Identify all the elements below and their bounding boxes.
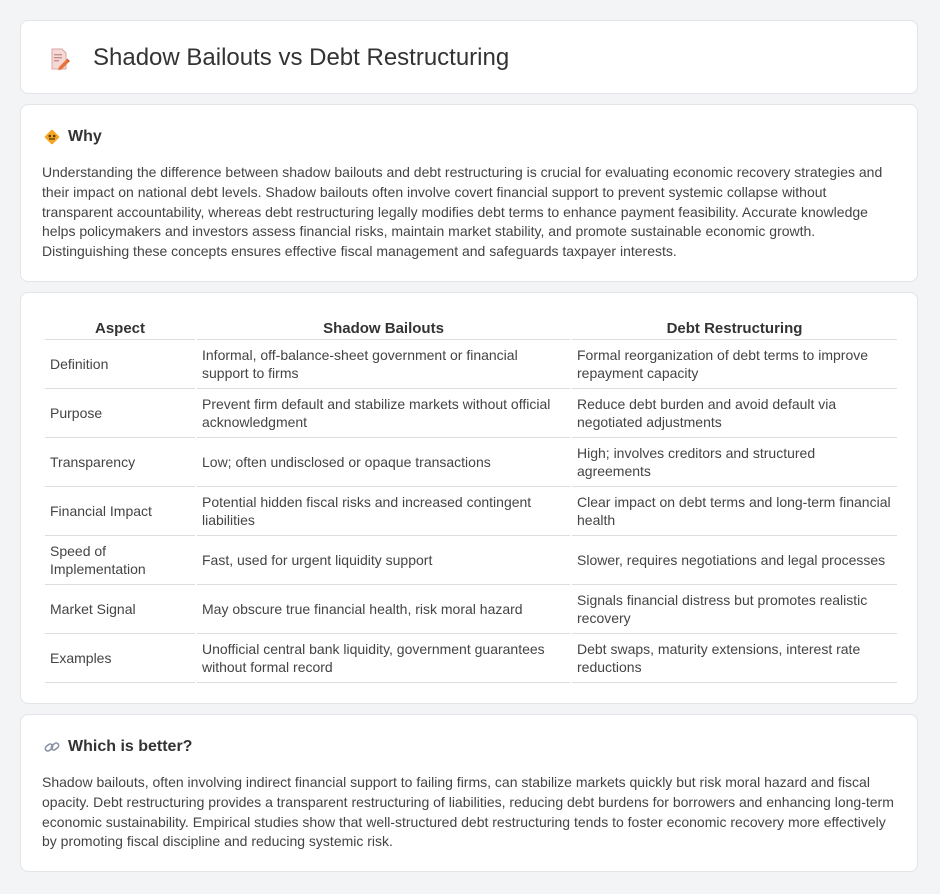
aspect-cell: Purpose xyxy=(45,389,195,438)
shadow-bailouts-cell: Prevent firm default and stabilize markets without official acknowledgment xyxy=(197,389,570,438)
debt-restructuring-cell: Debt swaps, maturity extensions, interest rate reductions xyxy=(572,634,897,683)
debt-restructuring-cell: Signals financial distress but promotes realistic recovery xyxy=(572,585,897,634)
link-icon xyxy=(43,738,61,756)
comparison-section xyxy=(20,292,918,704)
debt-restructuring-cell: High; involves creditors and structured agreements xyxy=(572,438,897,487)
table-row xyxy=(45,438,897,487)
warning-sign-icon xyxy=(43,128,61,146)
table-header-row xyxy=(45,315,897,340)
debt-restructuring-cell: Clear impact on debt terms and long-term financial health xyxy=(572,487,897,536)
aspect-cell: Examples xyxy=(45,634,195,683)
why-heading: Why xyxy=(68,128,102,145)
table-row xyxy=(45,340,897,389)
shadow-bailouts-cell: Low; often undisclosed or opaque transactions xyxy=(197,438,570,487)
better-text: Shadow bailouts, often involving indirect financial support to failing firms, can stabilize markets quickly but risk moral hazard and fiscal opacity. Debt restructuring provides a transparent restructuring of liabilities, reducing debt burdens for borrowers and enhancing long-term economic sustainability. Empirical studies show that well-structured debt restructuring tends to foster economic recovery more effectively by promoting fiscal discipline and reducing systemic risk. xyxy=(42,774,894,850)
comparison-table xyxy=(43,315,899,683)
shadow-bailouts-cell: Unofficial central bank liquidity, government guarantees without formal record xyxy=(197,634,570,683)
debt-restructuring-cell: Reduce debt burden and avoid default via negotiated adjustments xyxy=(572,389,897,438)
shadow-bailouts-cell: Informal, off-balance-sheet government or financial support to firms xyxy=(197,340,570,389)
why-heading-row xyxy=(43,127,102,147)
table-row xyxy=(45,487,897,536)
why-section xyxy=(20,104,918,282)
table-row xyxy=(45,389,897,438)
title-card xyxy=(20,20,918,94)
document-pencil-icon xyxy=(47,47,71,71)
table-row xyxy=(45,585,897,634)
aspect-cell: Financial Impact xyxy=(45,487,195,536)
aspect-cell: Definition xyxy=(45,340,195,389)
aspect-cell: Transparency xyxy=(45,438,195,487)
shadow-bailouts-cell: May obscure true financial health, risk moral hazard xyxy=(197,585,570,634)
aspect-cell: Speed of Implementation xyxy=(45,536,195,585)
aspect-cell: Market Signal xyxy=(45,585,195,634)
page-title: Shadow Bailouts vs Debt Restructuring xyxy=(93,44,510,71)
debt-restructuring-cell: Formal reorganization of debt terms to improve repayment capacity xyxy=(572,340,897,389)
table-row xyxy=(45,536,897,585)
better-heading-row xyxy=(43,737,192,757)
header-shadow-bailouts: Shadow Bailouts xyxy=(197,315,570,340)
which-is-better-section xyxy=(20,714,918,872)
better-heading: Which is better? xyxy=(68,738,193,755)
shadow-bailouts-cell: Potential hidden fiscal risks and increased contingent liabilities xyxy=(197,487,570,536)
header-aspect: Aspect xyxy=(45,315,195,340)
header-debt-restructuring: Debt Restructuring xyxy=(572,315,897,340)
debt-restructuring-cell: Slower, requires negotiations and legal processes xyxy=(572,536,897,585)
why-text: Understanding the difference between shadow bailouts and debt restructuring is crucial for evaluating economic recovery strategies and their impact on national debt levels. Shadow bailouts often involve covert financial support to prevent systemic collapse without transparent accountability, whereas debt restructuring legally modifies debt terms to enhance payment feasibility. Accurate knowledge helps policymakers and investors assess financial risks, maintain market stability, and promote sustainable economic growth. Distinguishing these concepts ensures effective fiscal management and safeguards taxpayer interests. xyxy=(42,164,883,260)
shadow-bailouts-cell: Fast, used for urgent liquidity support xyxy=(197,536,570,585)
table-row xyxy=(45,634,897,683)
